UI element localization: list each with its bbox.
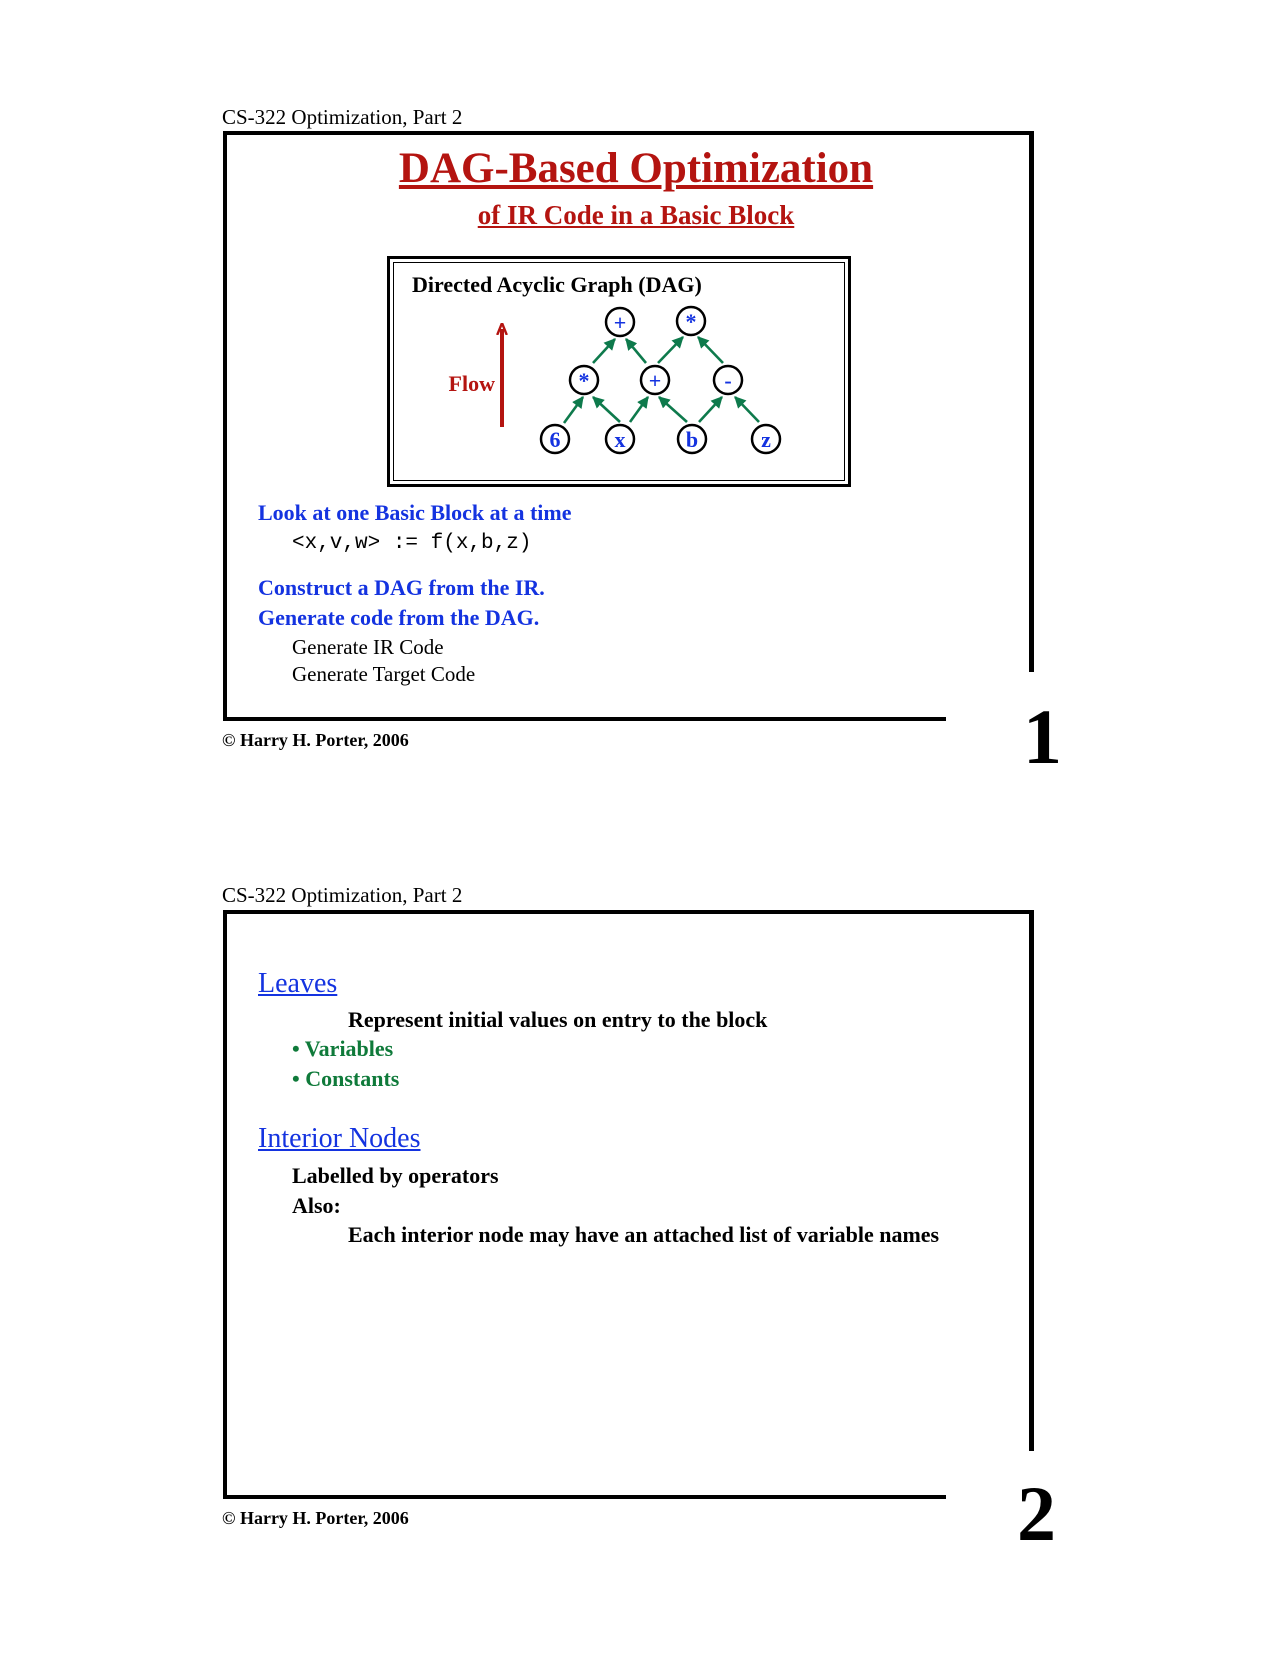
interior-line-variable-names: Each interior node may have an attached list of variable names: [348, 1222, 940, 1247]
edge-z-to-minus: [735, 397, 759, 422]
edge-x-to-plus: [630, 397, 648, 422]
edge-x-to-mul: [593, 397, 620, 422]
bullet-constants: • Constants: [292, 1066, 400, 1091]
node-top-multiply-label: *: [685, 309, 697, 334]
interior-nodes-heading: Interior Nodes: [258, 1123, 421, 1154]
leaves-description: Represent initial values on entry to the block: [348, 1007, 768, 1032]
edge-b-to-minus: [699, 397, 722, 422]
node-mid-plus-label: +: [648, 368, 662, 393]
dag-diagram: [390, 259, 848, 484]
node-top-multiply: [677, 307, 705, 335]
frame-right: [1029, 910, 1034, 1451]
point-construct-dag: Construct a DAG from the IR.: [258, 575, 545, 600]
leaf-z-label: z: [761, 427, 771, 452]
interior-line-also: Also:: [292, 1193, 341, 1218]
bullet-variables: • Variables: [292, 1036, 394, 1061]
sub-generate-ir: Generate IR Code: [292, 635, 444, 659]
node-mid-minus: [714, 366, 742, 394]
node-mid-plus: [641, 366, 669, 394]
node-mid-minus-label: -: [724, 368, 732, 393]
edge-plus-to-topmul: [658, 337, 683, 363]
leaf-b-label: b: [685, 427, 699, 452]
page-number: 1: [1023, 693, 1062, 780]
leaf-x: [606, 425, 634, 453]
node-mid-multiply-label: *: [578, 368, 590, 393]
frame-bottom: [223, 717, 946, 721]
slide-header: CS-322 Optimization, Part 2: [222, 105, 463, 129]
dag-figure-title: Directed Acyclic Graph (DAG): [412, 272, 702, 297]
leaf-b: [678, 425, 706, 453]
frame-bottom: [223, 1495, 946, 1499]
edge-6-to-mul: [564, 397, 583, 423]
node-mid-multiply: [570, 366, 598, 394]
node-top-plus-label: +: [613, 310, 627, 335]
node-top-plus: [606, 308, 634, 336]
leaf-6: [541, 425, 569, 453]
point-generate-code: Generate code from the DAG.: [258, 605, 540, 630]
code-example: <x,v,w> := f(x,b,z): [292, 532, 532, 555]
slide-footer: © Harry H. Porter, 2006: [222, 730, 409, 750]
flow-label: Flow: [448, 371, 495, 396]
frame-top: [223, 131, 1033, 135]
leaf-z: [752, 425, 780, 453]
edge-minus-to-topmul: [698, 337, 723, 363]
leaf-x-label: x: [614, 427, 626, 452]
sub-generate-target: Generate Target Code: [292, 662, 476, 686]
dag-figure: [387, 256, 851, 487]
interior-line-operators: Labelled by operators: [292, 1163, 499, 1188]
slide-header: CS-322 Optimization, Part 2: [222, 883, 463, 907]
leaves-heading: Leaves: [258, 968, 338, 999]
point-basic-block: Look at one Basic Block at a time: [258, 500, 572, 525]
slide-subtitle: of IR Code in a Basic Block: [477, 200, 795, 230]
slide-title: DAG-Based Optimization: [398, 145, 874, 192]
edge-b-to-plus: [659, 397, 687, 422]
slide-footer: © Harry H. Porter, 2006: [222, 1508, 409, 1528]
leaf-6-label: 6: [549, 427, 561, 452]
page-number: 2: [1017, 1470, 1056, 1557]
frame-left: [223, 910, 227, 1499]
frame-top: [223, 910, 1033, 914]
edge-plus-to-topplus: [626, 339, 646, 363]
edge-mul-to-topplus: [593, 339, 615, 363]
